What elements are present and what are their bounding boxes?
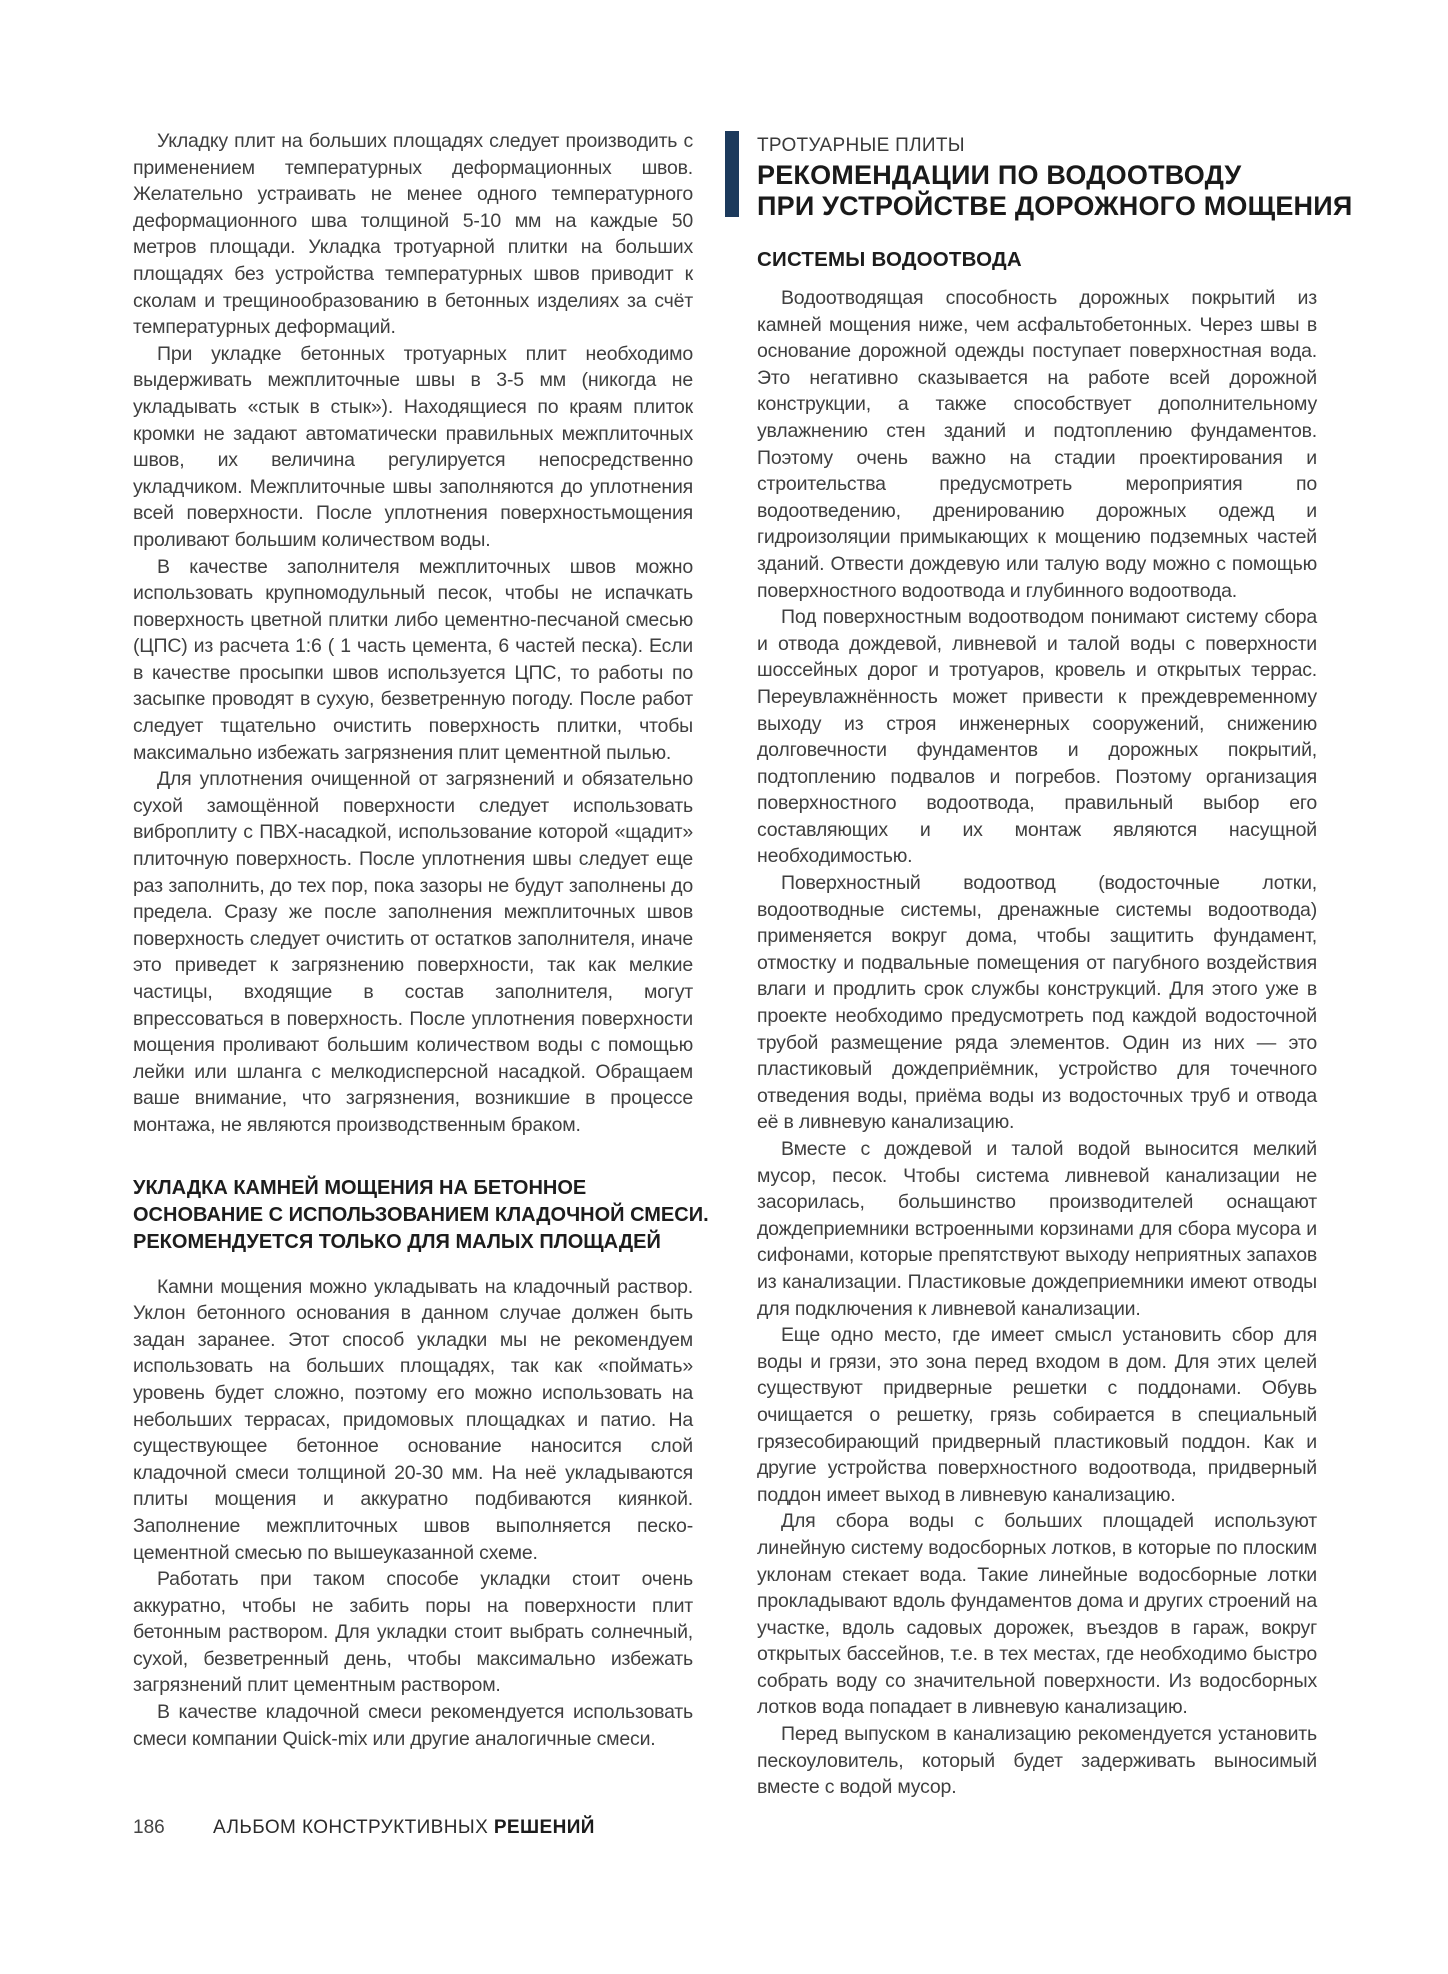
paragraph: Перед выпуском в канализацию рекомендуется установить пескоуловитель, который будет задерживать выносимый вместе с водой мусор.: [757, 1723, 1317, 1799]
paragraph: Укладку плит на больших площадях следует производить с применением температурных деформационных швов. Желательно устраивать не менее одного температурного деформационного шва толщиной 5-10 мм на каждые 50 метров площади. Укладка тротуарной плитки на больших площадях без устройства температурных швов приводит к сколам и трещинообразованию в бетонных изделиях за счёт температурных деформаций.: [133, 130, 693, 339]
article-title-line: ПРИ УСТРОЙСТВЕ ДОРОЖНОГО МОЩЕНИЯ: [757, 191, 1353, 221]
accent-bar: [725, 131, 739, 217]
book-title-regular: АЛЬБОМ КОНСТРУКТИВНЫХ: [213, 1817, 489, 1838]
subheading-line: РЕКОМЕНДУЕТСЯ ТОЛЬКО ДЛЯ МАЛЫХ ПЛОЩАДЕЙ: [133, 1230, 661, 1253]
section-heading: СИСТЕМЫ ВОДООТВОДА: [757, 248, 1022, 271]
paragraph: Для сбора воды с больших площадей используют линейную систему водосборных лотков, в которые по плоским уклонам стекает вода. Такие линейные водосборные лотки прокладывают вдоль фундаментов дома и других строений на участке, вдоль садовых дорожек, въездов в гараж, вокруг открытых бассейнов, т.е. в тех местах, где необходимо быстро собрать воду со значительной поверхности. Из водосборных лотков вода попадает в ливневую канализацию.: [757, 1510, 1317, 1719]
article-title: [757, 160, 1353, 222]
paragraph: Еще одно место, где имеет смысл установить сбор для воды и грязи, это зона перед входом в дом. Для этих целей существуют придверные решетки с поддонами. Обувь очищается о решетку, грязь собирается в специальный грязесобирающий придверный пластиковый поддон. Как и другие устройства поверхностного водоотвода, придверный поддон имеет выход в ливневую канализацию.: [757, 1324, 1317, 1506]
paragraph: Водоотводящая способность дорожных покрытий из камней мощения ниже, чем асфальтобетонных. Через швы в основание дорожной одежды поступает поверхностная вода. Это негативно сказывается на работе всей дорожной конструкции, а также способствует дополнительному увлажнению стен зданий и подтоплению фундаментов. Поэтому очень важно на стадии проектирования и строительства предусмотреть мероприятия по водоотведению, дренированию дорожных одежд и гидроизоляции примыкающих к мощению подземных частей зданий. Отвести дождевую или талую воду можно с помощью поверхностного водоотвода и глубинного водоотвода.: [757, 287, 1317, 602]
paragraph: При укладке бетонных тротуарных плит необходимо выдерживать межплиточные швы в 3-5 мм (никогда не укладывать «стык в стык»). Находящиеся по краям плиток кромки не задают автоматически правильных межплиточных швов, их величина регулируется непосредственно укладчиком. Межплиточные швы заполняются до уплотнения всей поверхности. После уплотнения поверхностьмощения проливают большим количеством воды.: [133, 342, 693, 551]
paragraph: В качестве кладочной смеси рекомендуется использовать смеси компании Quick-mix или другие аналогичные смеси.: [133, 1701, 693, 1750]
book-title: [213, 1817, 595, 1838]
article-kicker: ТРОТУАРНЫЕ ПЛИТЫ: [757, 135, 965, 156]
subheading-line: ОСНОВАНИЕ С ИСПОЛЬЗОВАНИЕМ КЛАДОЧНОЙ СМЕСИ.: [133, 1203, 709, 1226]
page-footer: [133, 1816, 595, 1840]
subheading-line: УКЛАДКА КАМНЕЙ МОЩЕНИЯ НА БЕТОННОЕ: [133, 1176, 587, 1199]
paragraph: Камни мощения можно укладывать на кладочный раствор. Уклон бетонного основания в данном случае должен быть задан заранее. Этот способ укладки мы не рекомендуем использовать на больших площадях, так как «поймать» уровень будет сложно, поэтому его можно использовать на небольших террасах, придомовых площадках и патио. На существующее бетонное основание наносится слой кладочной смеси толщиной 20-30 мм. На неё укладываются плиты мощения и аккуратно подбиваются киянкой. Заполнение межплиточных швов выполняется песко-цементной смесью по вышеуказанной схеме.: [133, 1275, 693, 1564]
right-column: [757, 128, 1353, 1801]
page-number: 186: [133, 1817, 165, 1838]
paragraph: Для уплотнения очищенной от загрязнений и обязательно сухой замощённой поверхности следует использовать виброплиту с ПВХ-насадкой, использование которой «щадит» плиточную поверхность. После уплотнения швы следует еще раз заполнить, до тех пор, пока зазоры не будут заполнены до предела. Сразу же после заполнения межплиточных швов поверхность следует очистить от остатков заполнителя, иначе это приведет к загрязнению поверхности, так как мелкие частицы, входящие в состав заполнителя, могут впрессоваться в поверхность. После уплотнения поверхности мощения проливают большим количеством воды с помощью лейки или шланга с мелкодисперсной насадкой. Обращаем ваше внимание, что загрязнения, возникшие в процессе монтажа, не являются производственным браком.: [133, 768, 693, 1136]
article-title-line: РЕКОМЕНДАЦИИ ПО ВОДООТВОДУ: [757, 160, 1242, 190]
paragraph: Вместе с дождевой и талой водой выносится мелкий мусор, песок. Чтобы система ливневой канализации не засорилась, большинство производителей оснащают дождеприемники встроенными корзинами для сбора мусора и сифонами, которые препятствуют выходу неприятных запахов из канализации. Пластиковые дождеприемники имеют отводы для подключения к ливневой канализации.: [757, 1138, 1317, 1320]
paragraph: Работать при таком способе укладки стоит очень аккуратно, чтобы не забить поры на поверхности плит бетонным раствором. Для укладки стоит выбрать солнечный, сухой, безветренный день, чтобы максимально избежать загрязнений плит цементным раствором.: [133, 1568, 693, 1697]
left-column: [133, 128, 709, 1752]
paragraph: Под поверхностным водоотводом понимают систему сбора и отвода дождевой, ливневой и талой воды с поверхности шоссейных дорог и тротуаров, кровель и открытых террас. Переувлажнённость может привести к преждевременному выходу из строя инженерных сооружений, снижению долговечности фундаментов и дорожных покрытий, подтоплению подвалов и погребов. Поэтому организация поверхностного водоотвода, правильный выбор его составляющих и их монтаж являются насущной необходимостью.: [757, 606, 1317, 868]
book-title-bold: РЕШЕНИЙ: [493, 1817, 595, 1838]
paragraph: В качестве заполнителя межплиточных швов можно использовать крупномодульный песок, чтобы не испачкать поверхность цветной плитки либо цементно-песчаной смесью (ЦПС) из расчета 1:6 ( 1 часть цемента, 6 частей песка). Если в качестве просыпки швов используется ЦПС, то работы по засыпке проводят в сухую, безветренную погоду. После работ следует тщательно очистить поверхность плитки, чтобы максимально избежать загрязнения плит цементной пылью.: [133, 555, 693, 764]
left-section-subheading: [133, 1175, 709, 1256]
paragraph: Поверхностный водоотвод (водосточные лотки, водоотводные системы, дренажные системы водоотвода) применяется вокруг дома, чтобы защитить фундамент, отмостку и подвальные помещения от пагубного воздействия влаги и продлить срок службы конструкций. Для этого уже в проекте необходимо предусмотреть под каждой водосточной трубой размещение ряда элементов. Один из них — это пластиковый дождеприёмник, устройство для точечного отведения воды, приёма воды из водосточных труб и отвода её в ливневую канализацию.: [757, 872, 1317, 1134]
